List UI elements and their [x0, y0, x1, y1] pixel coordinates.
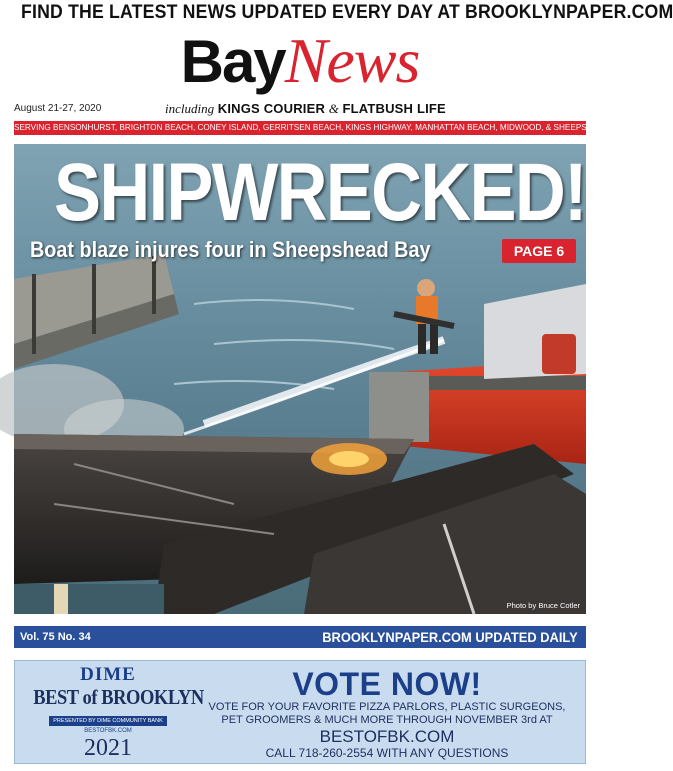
- photo-credit: Photo by Bruce Cotler: [506, 601, 580, 610]
- masthead-logo[interactable]: [0, 26, 600, 113]
- masthead-bay: Bay: [180, 28, 285, 95]
- cover-photo[interactable]: [14, 144, 586, 614]
- logo-year: 2021: [84, 735, 132, 761]
- issue-info-bar: [14, 626, 586, 648]
- logo-presented-by: PRESENTED BY DIME COMMUNITY BANK: [49, 716, 167, 726]
- best-of-brooklyn-logo: [23, 664, 204, 761]
- best-of-brooklyn-ad[interactable]: [14, 660, 586, 764]
- masthead-news: News: [284, 25, 420, 96]
- vote-phone: CALL 718-260-2554 WITH ANY QUESTIONS: [265, 746, 509, 760]
- serving-neighborhoods-bar: SERVING BENSONHURST, BRIGHTON BEACH, CONEY ISLAND, GERRITSEN BEACH, KINGS HIGHWAY, MANHATTAN BEACH, MIDWOOD, & SHEEPSHEAD BAY: [14, 121, 586, 135]
- vote-now-title: VOTE NOW!: [292, 666, 482, 702]
- issue-date: August 21-27, 2020: [14, 103, 102, 114]
- volume-number: Vol. 75 No. 34: [20, 631, 91, 643]
- vote-description-line2: PET GROOMERS & MUCH MORE THROUGH NOVEMBER 3rd AT: [221, 714, 553, 726]
- vote-description-line1: VOTE FOR YOUR FAVORITE PIZZA PARLORS, PLASTIC SURGEONS,: [208, 701, 566, 713]
- logo-site: BESTOFBK.COM: [84, 728, 132, 734]
- logo-best-of-brooklyn: BEST of BROOKLYN: [33, 685, 204, 709]
- vote-description: [195, 701, 579, 727]
- vote-website[interactable]: BESTOFBK.COM: [319, 727, 455, 746]
- including-amp: &: [328, 101, 339, 116]
- page-reference-badge[interactable]: PAGE 6: [502, 239, 576, 263]
- including-line: [165, 101, 446, 117]
- top-banner[interactable]: FIND THE LATEST NEWS UPDATED EVERY DAY AT BROOKLYNPAPER.COM: [21, 2, 673, 23]
- website-tagline[interactable]: BROOKLYNPAPER.COM UPDATED DAILY: [322, 629, 578, 645]
- including-paper2: FLATBUSH LIFE: [342, 101, 446, 116]
- including-prefix: including: [165, 101, 215, 116]
- headline[interactable]: SHIPWRECKED!: [54, 147, 586, 238]
- logo-dime: DIME: [80, 664, 136, 685]
- subhead[interactable]: Boat blaze injures four in Sheepshead Bay: [30, 237, 431, 262]
- including-paper1: KINGS COURIER: [217, 101, 326, 116]
